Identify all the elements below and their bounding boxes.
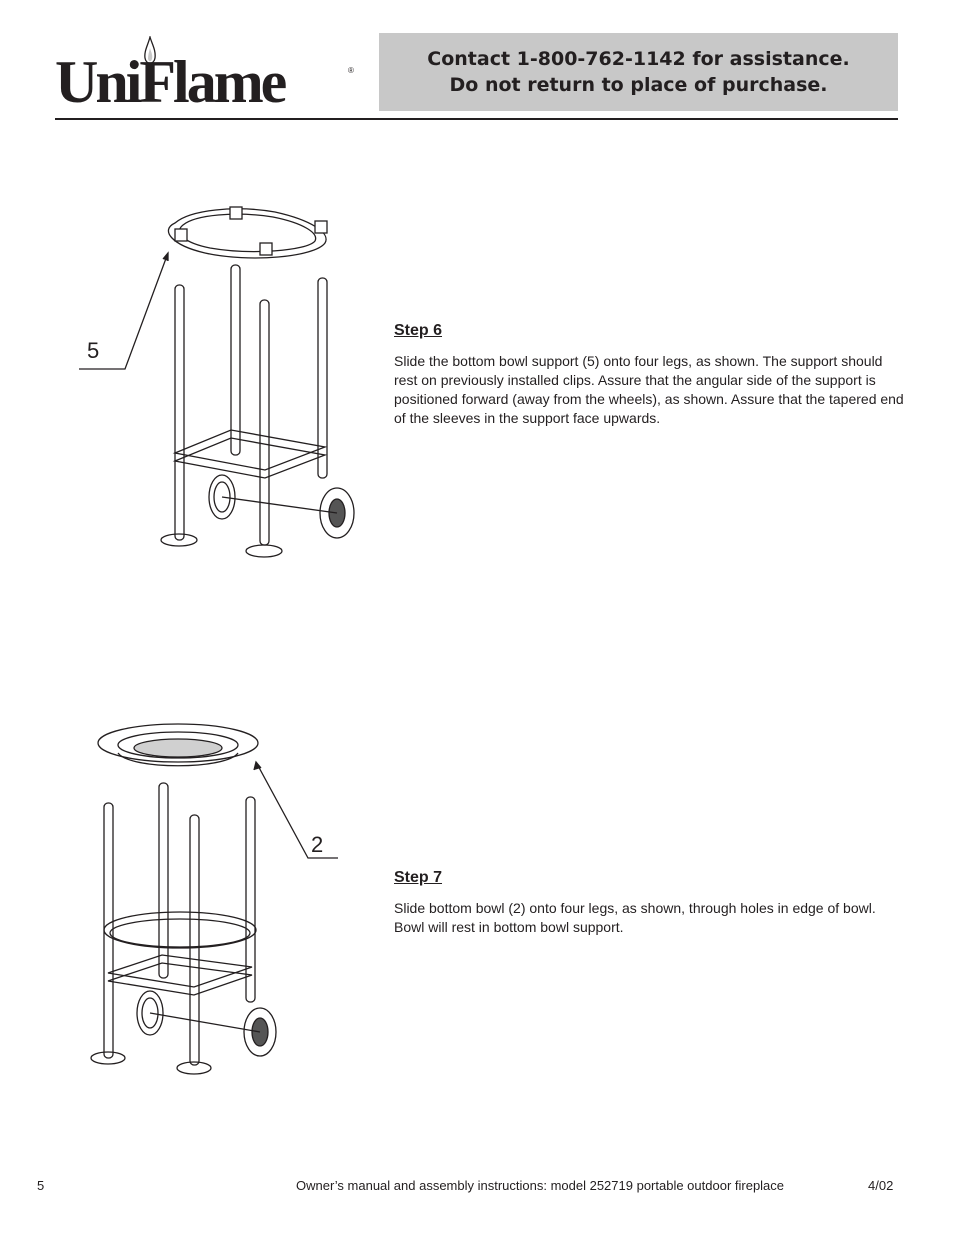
step7-title: Step 7 [394, 869, 443, 886]
page-number: 5 [37, 1178, 45, 1193]
step6-illustration [75, 195, 365, 565]
footer-date: 4/02 [868, 1178, 894, 1193]
contact-line-1: Contact 1-800-762-1142 for assistance. [427, 48, 850, 70]
step7-illustration [80, 715, 345, 1085]
logo-wordmark: UniFlame [55, 49, 285, 115]
header-divider [55, 118, 898, 120]
step7-body: Slide bottom bowl (2) onto four legs, as shown, through holes in edge of bowl. Bowl will rest in bottom bowl support. [394, 900, 876, 935]
step6-body: Slide the bottom bowl support (5) onto four legs, as shown. The support should rest on previously installed clips. Assure that the angular side of the support is positioned forward (away from the wheels), as shown. Assure that the tapered end of the sleeves in the support face upwards. [394, 353, 904, 426]
contact-banner [379, 33, 898, 111]
uniflame-logo [55, 36, 360, 114]
contact-line-2: Do not return to place of purchase. [449, 74, 828, 96]
step7-callout-number: 2 [311, 832, 324, 857]
step6-title: Step 6 [394, 322, 443, 339]
footer-description: Owner’s manual and assembly instructions: model 252719 portable outdoor fireplace [296, 1178, 785, 1193]
step6-callout-number: 5 [87, 338, 100, 363]
registered-mark: ® [348, 66, 354, 75]
